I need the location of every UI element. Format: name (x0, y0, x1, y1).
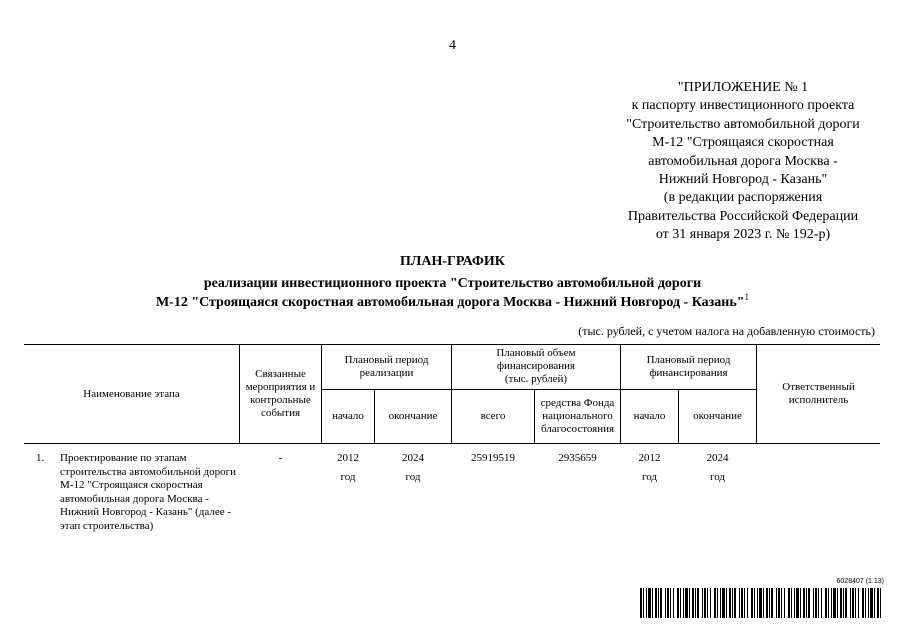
appendix-line: М-12 "Строящаяся скоростная (652, 135, 834, 151)
header-fin-end: окончание (693, 410, 742, 422)
appendix-line: (в редакции распоряжения (663, 190, 823, 206)
row-fin-start (621, 452, 678, 484)
appendix-line: "Строительство автомобильной дороги (626, 116, 860, 132)
header-responsible: Ответственный исполнитель (782, 381, 855, 406)
document-subtitle-line-2 (0, 292, 905, 311)
appendix-line: "ПРИЛОЖЕНИЕ № 1 (677, 80, 809, 95)
barcode-block (640, 578, 884, 618)
row-impl-end (375, 452, 451, 484)
header-fin-period: Плановый период финансирования (646, 353, 731, 379)
row-stage-name: Проектирование по этапам строительства автомобильной дороги М-12 "Строящаяся скоростная автомобильная дорога Москва - Нижний Новгород - Казань" (далее - этап строительства) (60, 452, 236, 532)
header-fin-volume: Плановый объем финансирования (тыс. рублей) (496, 347, 576, 385)
subtitle-text: М-12 "Строящаяся скоростная автомобильная дорога Москва - Нижний Новгород - Казань" (155, 295, 745, 310)
row-fin-end (679, 452, 756, 484)
appendix-line: Нижний Новгород - Казань" (658, 172, 828, 188)
header-impl-end: окончание (388, 410, 438, 422)
barcode-text: 6028407 (1.13) (836, 578, 884, 585)
row-fin-total: 25919519 (471, 452, 515, 464)
appendix-line: Правительства Российской Федерации (627, 208, 859, 224)
row-impl-start-year: 2012 (337, 452, 359, 464)
header-fin-total: всего (480, 410, 506, 422)
header-impl-start: начало (332, 410, 364, 422)
document-subtitle-line-1: реализации инвестиционного проекта "Строительство автомобильной дороги (203, 276, 702, 291)
appendix-line: к паспорту инвестиционного проекта (631, 98, 855, 114)
header-fin-fund: средства Фонда национального благосостояния (540, 397, 615, 435)
row-number: 1. (36, 452, 45, 464)
page-number: 4 (449, 38, 456, 53)
row-fin-end-year: 2024 (706, 452, 729, 464)
row-related: - (278, 452, 283, 464)
header-fin-start: начало (633, 410, 666, 422)
appendix-line: от 31 января 2023 г. № 192-р) (655, 227, 831, 243)
row-impl-end-unit: год (405, 470, 421, 483)
footnote-mark: 1 (744, 292, 750, 302)
row-impl-start-unit: год (340, 470, 356, 483)
barcode-icon (640, 588, 884, 618)
appendix-header (612, 79, 874, 245)
header-impl-period: Плановый период реализации (344, 353, 429, 379)
row-fin-start-unit: год (641, 470, 658, 483)
row-fin-fund: 2935659 (558, 452, 597, 464)
row-impl-start (322, 452, 374, 484)
document-title: ПЛАН-ГРАФИК (400, 254, 505, 269)
appendix-line: автомобильная дорога Москва - (648, 153, 838, 169)
header-stage-name: Наименование этапа (83, 387, 180, 400)
row-impl-end-year: 2024 (402, 452, 424, 464)
row-fin-start-year: 2012 (638, 452, 661, 464)
units-note: (тыс. рублей, с учетом налога на добавленную стоимость) (578, 324, 875, 338)
header-related-events: Связанные мероприятия и контрольные события (245, 368, 316, 419)
row-fin-end-unit: год (709, 470, 726, 483)
schedule-table-header (24, 344, 880, 444)
